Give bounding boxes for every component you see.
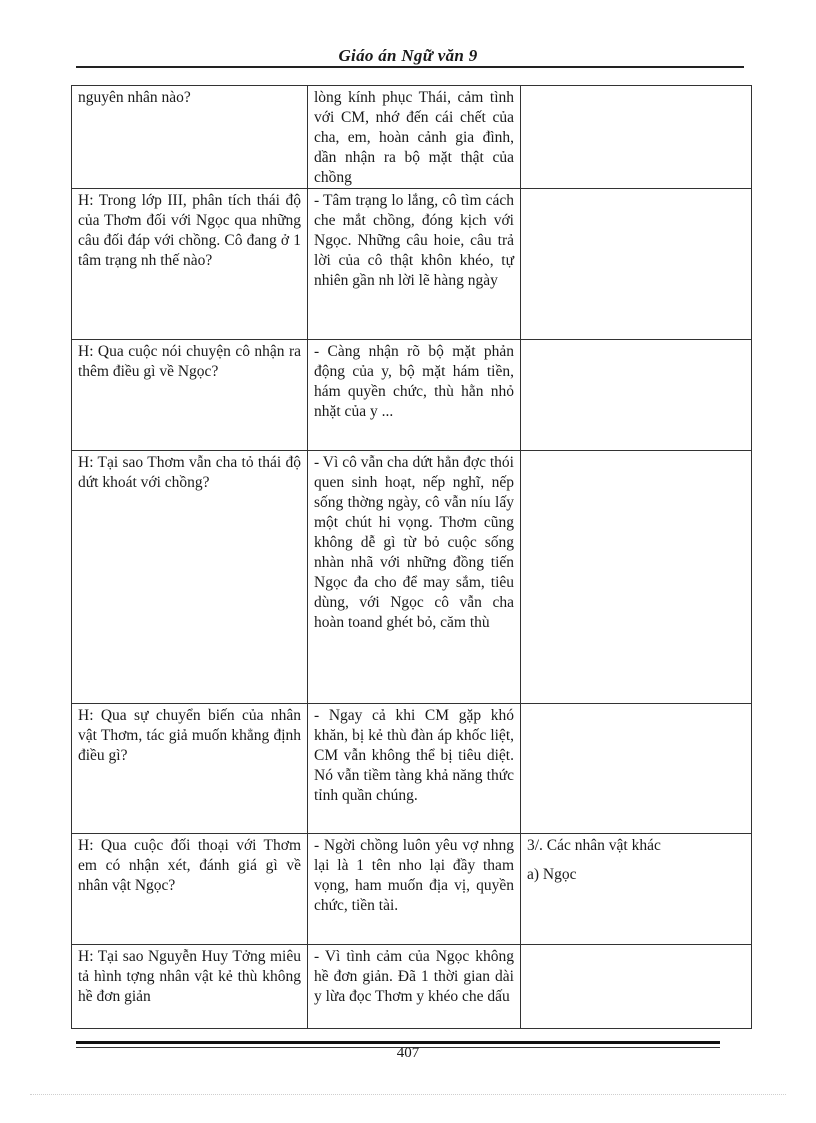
table-row	[72, 834, 752, 945]
footer-rule	[76, 1041, 720, 1044]
answer-cell: - Ngay cả khi CM gặp khó khăn, bị kẻ thù đàn áp khốc liệt, CM vẫn không thể bị tiêu diệt. Nó vẫn tiềm tàng khả năng thức tỉnh quần chúng.	[308, 704, 521, 834]
answer-cell: - Vì tình cảm của Ngọc không hề đơn giản. Đã 1 thời gian dài y lừa đọc Thơm y khéo che dấu	[308, 945, 521, 1029]
table-row	[72, 945, 752, 1029]
table-row	[72, 451, 752, 704]
page-header-title: Giáo án Ngữ văn 9	[338, 46, 478, 65]
notes-cell	[521, 834, 752, 945]
question-cell: nguyên nhân nào?	[72, 86, 308, 189]
table-row	[72, 189, 752, 340]
answer-cell: - Vì cô vẫn cha dứt hẳn đợc thói quen sinh hoạt, nếp nghĩ, nếp sống thờng ngày, cô vẫn níu lấy một chút hi vọng. Thơm cũng không dễ gì từ bỏ cuộc sống nhàn nhã với những đồng tiến Ngọc đa cho để may sắm, tiêu dùng, với Ngọc cô vẫn cha hoàn toand ghét bỏ, căm thù	[308, 451, 521, 704]
subsection-heading: a) Ngọc	[527, 866, 577, 883]
answer-cell: lòng kính phục Thái, cảm tình với CM, nhớ đến cái chết của cha, em, hoàn cảnh gia đình, dần nhận ra bộ mặt thật của chồng	[308, 86, 521, 189]
notes-cell	[521, 704, 752, 834]
section-heading: 3/. Các nhân vật khác	[527, 837, 661, 854]
notes-cell	[521, 945, 752, 1029]
question-cell: H: Tại sao Nguyễn Huy Tởng miêu tả hình tợng nhân vật kẻ thù không hề đơn giản	[72, 945, 308, 1029]
header-rule	[76, 66, 744, 68]
notes-cell	[521, 451, 752, 704]
answer-cell: - Ngời chồng luôn yêu vợ nhng lại là 1 tên nho lại đầy tham vọng, ham muốn địa vị, quyền chức, tiền tài.	[308, 834, 521, 945]
page-edge-dotted-line	[30, 1094, 786, 1095]
notes-cell	[521, 189, 752, 340]
lesson-table	[71, 85, 752, 1029]
table-row	[72, 340, 752, 451]
table-row	[72, 86, 752, 189]
question-cell: H: Qua sự chuyển biến của nhân vật Thơm, tác giả muốn khẳng định điều gì?	[72, 704, 308, 834]
notes-cell	[521, 86, 752, 189]
question-cell: H: Qua cuộc đối thoại với Thơm em có nhận xét, đánh giá gì về nhân vật Ngọc?	[72, 834, 308, 945]
question-cell: H: Tại sao Thơm vẫn cha tỏ thái độ dứt khoát với chồng?	[72, 451, 308, 704]
question-cell: H: Trong lớp III, phân tích thái độ của Thơm đối với Ngọc qua những câu đối đáp với chồng. Cô đang ở 1 tâm trạng nh thế nào?	[72, 189, 308, 340]
answer-cell: - Tâm trạng lo lắng, cô tìm cách che mắt chồng, đóng kịch với Ngọc. Những câu hoie, câu trả lời của cô thật khôn khéo, tự nhiên gần nh lời lẽ hàng ngày	[308, 189, 521, 340]
notes-cell	[521, 340, 752, 451]
question-cell: H: Qua cuộc nói chuyện cô nhận ra thêm điều gì về Ngọc?	[72, 340, 308, 451]
answer-cell: - Càng nhận rõ bộ mặt phản động của y, bộ mặt hám tiền, hám quyền chức, thù hằn nhỏ nhặt của y ...	[308, 340, 521, 451]
table-row	[72, 704, 752, 834]
page-number: 407	[396, 1045, 420, 1061]
